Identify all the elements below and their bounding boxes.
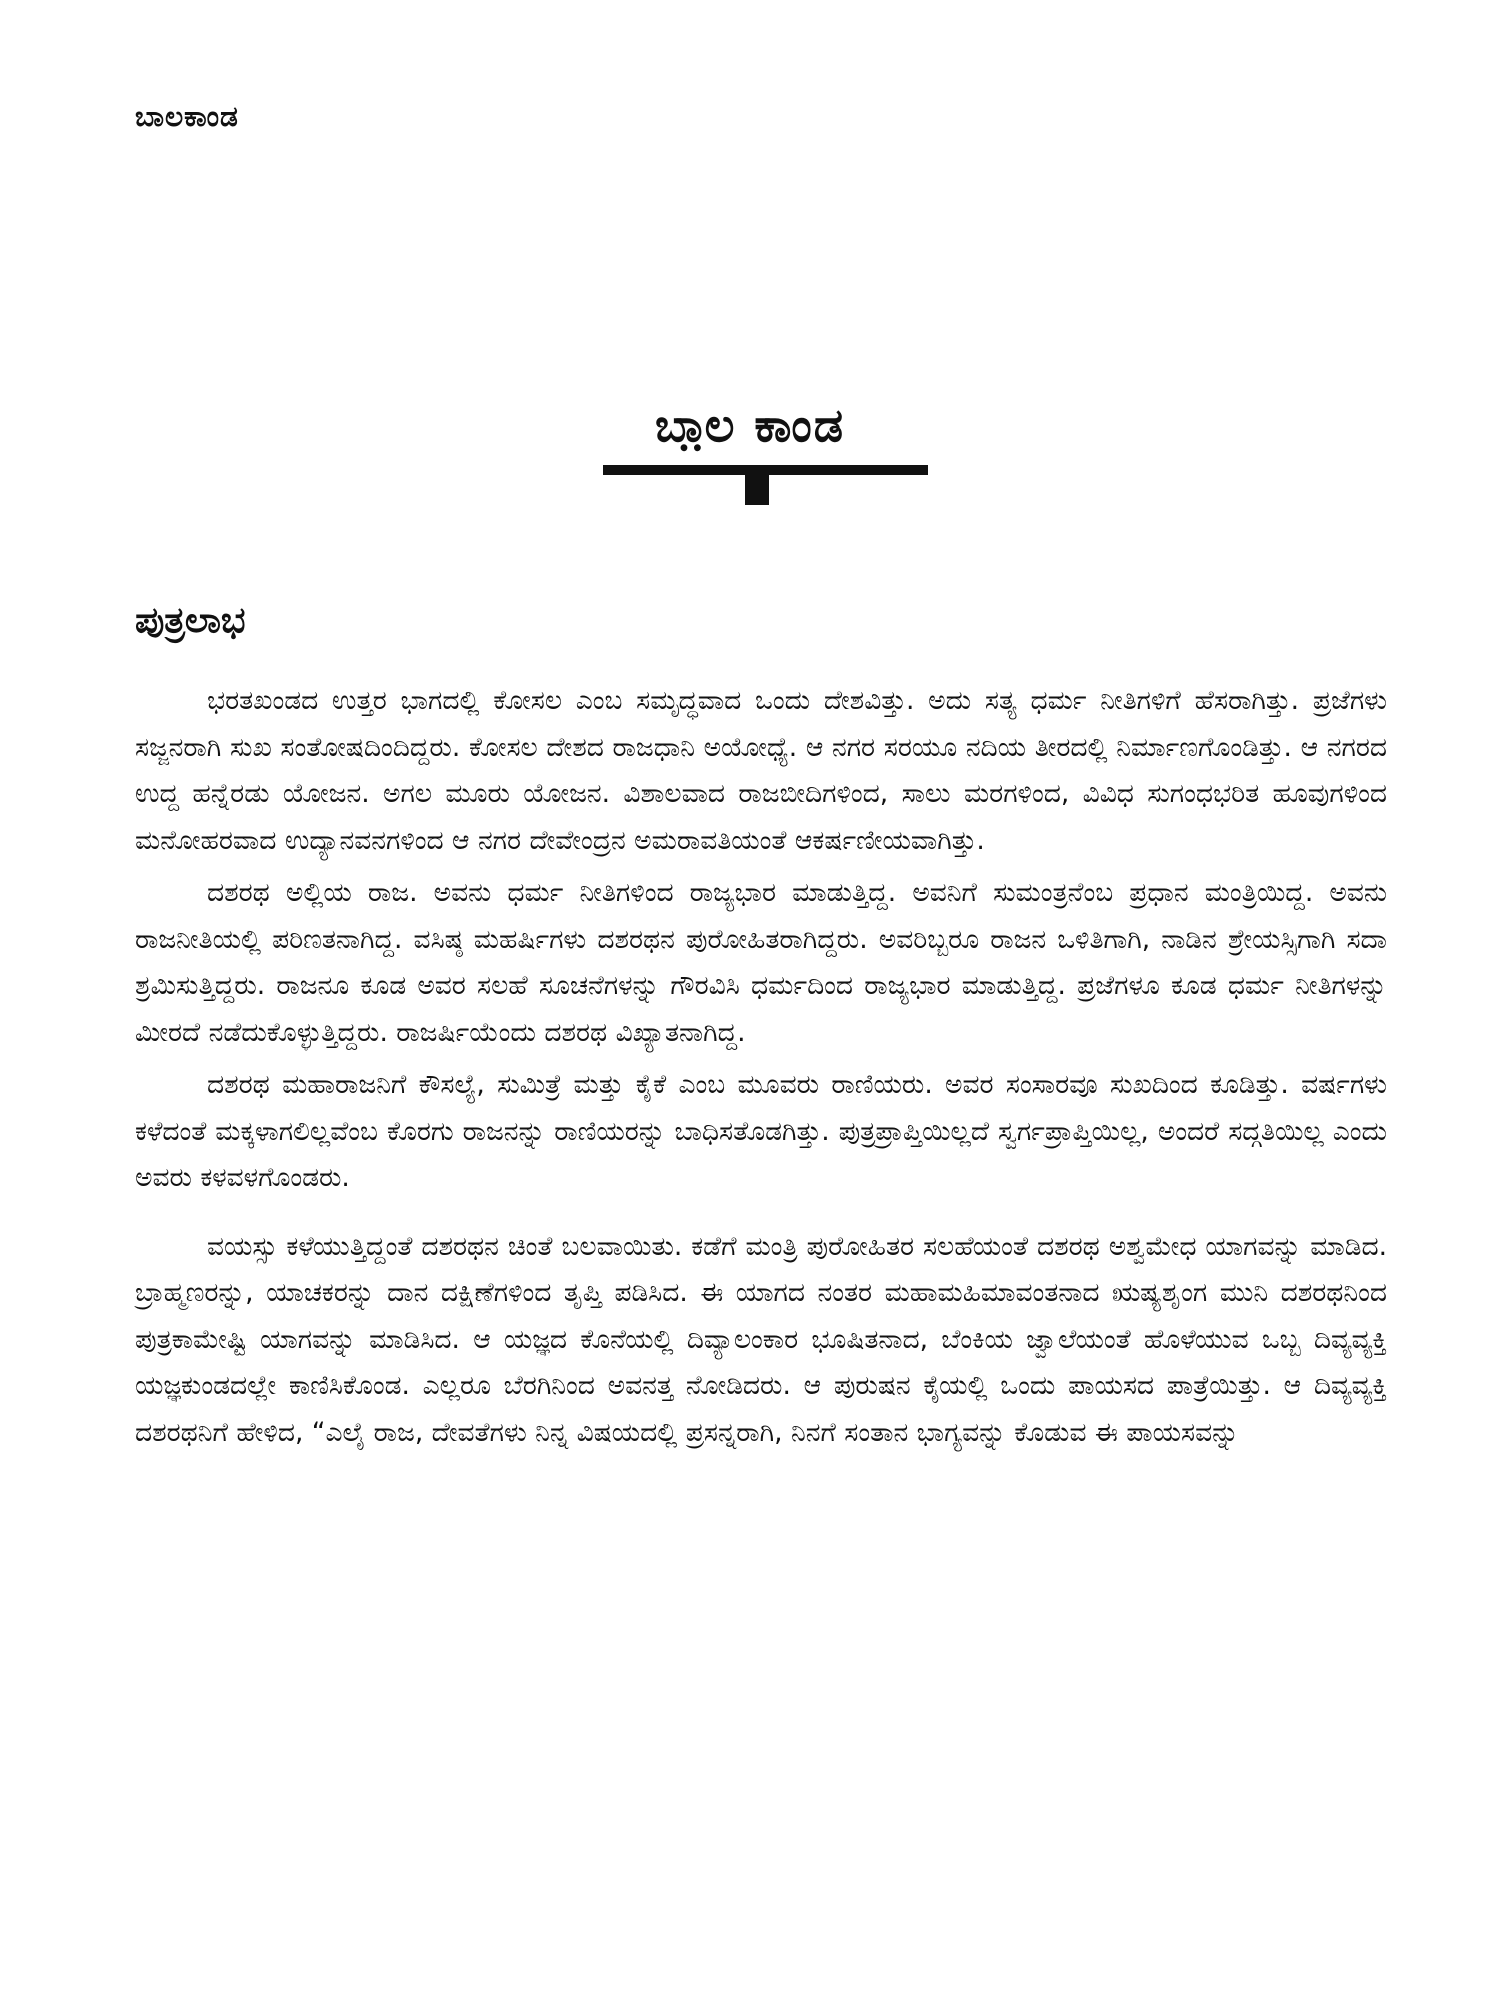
title-underline-rule xyxy=(603,465,928,475)
paragraph-2: ದಶರಥ ಅಲ್ಲಿಯ ರಾಜ. ಅವನು ಧರ್ಮ ನೀತಿಗಳಿಂದ ರಾಜ್ಯಭಾರ ಮಾಡುತ್ತಿದ್ದ. ಅವನಿಗೆ ಸುಮಂತ್ರನೆಂಬ ಪ್ರಧಾನ ಮಂತ್ರಿಯಿದ್ದ. ಅವನು ರಾಜನೀತಿಯಲ್ಲಿ ಪರಿಣತನಾಗಿದ್ದ. ವಸಿಷ್ಠ ಮಹರ್ಷಿಗಳು ದಶರಥನ ಪುರೋಹಿತರಾಗಿದ್ದರು. ಅವರಿಬ್ಬರೂ ರಾಜನ ಒಳಿತಿಗಾಗಿ, ನಾಡಿನ ಶ್ರೇಯಸ್ಸಿಗಾಗಿ ಸದಾ ಶ್ರಮಿಸುತ್ತಿದ್ದರು. ರಾಜನೂ ಕೂಡ ಅವರ ಸಲಹೆ ಸೂಚನೆಗಳನ್ನು ಗೌರವಿಸಿ ಧರ್ಮದಿಂದ ರಾಜ್ಯಭಾರ ಮಾಡುತ್ತಿದ್ದ. ಪ್ರಜೆಗಳೂ ಕೂಡ ಧರ್ಮ ನೀತಿಗಳನ್ನು ಮೀರದೆ ನಡೆದುಕೊಳ್ಳುತ್ತಿದ್ದರು. ರಾಜರ್ಷಿಯೆಂದು ದಶರಥ ವಿಖ್ಯಾತನಾಗಿದ್ದ. xyxy=(135,877,1387,1048)
paragraph-4: ವಯಸ್ಸು ಕಳೆಯುತ್ತಿದ್ದಂತೆ ದಶರಥನ ಚಿಂತೆ ಬಲವಾಯಿತು. ಕಡೆಗೆ ಮಂತ್ರಿ ಪುರೋಹಿತರ ಸಲಹೆಯಂತೆ ದಶರಥ ಅಶ್ವಮೇಧ ಯಾಗವನ್ನು ಮಾಡಿದ. ಬ್ರಾಹ್ಮಣರನ್ನು, ಯಾಚಕರನ್ನು ದಾನ ದಕ್ಷಿಣೆಗಳಿಂದ ತೃಪ್ತಿ ಪಡಿಸಿದ. ಈ ಯಾಗದ ನಂತರ ಮಹಾಮಹಿಮಾವಂತನಾದ ಋಷ್ಯಶೃಂಗ ಮುನಿ ದಶರಥನಿಂದ ಪುತ್ರಕಾಮೇಷ್ಟಿ ಯಾಗವನ್ನು ಮಾಡಿಸಿದ. ಆ ಯಜ್ಞದ ಕೊನೆಯಲ್ಲಿ ದಿವ್ಯಾಲಂಕಾರ ಭೂಷಿತನಾದ, ಬೆಂಕಿಯ ಜ್ವಾಲೆಯಂತೆ ಹೊಳೆಯುವ ಒಬ್ಬ ದಿವ್ಯವ್ಯಕ್ತಿ ಯಜ್ಞಕುಂಡದಲ್ಲೇ ಕಾಣಿಸಿಕೊಂಡ. ಎಲ್ಲರೂ ಬೆರಗಿನಿಂದ ಅವನತ್ತ ನೋಡಿದರು. ಆ ಪುರುಷನ ಕೈಯಲ್ಲಿ ಒಂದು ಪಾಯಸದ ಪಾತ್ರೆಯಿತ್ತು. ಆ ದಿವ್ಯವ್ಯಕ್ತಿ ದಶರಥನಿಗೆ ಹೇಳಿದ, “ಎಲೈ ರಾಜ, ದೇವತೆಗಳು ನಿನ್ನ ವಿಷಯದಲ್ಲಿ ಪ್ರಸನ್ನರಾಗಿ, ನಿನಗೆ ಸಂತಾನ ಭಾಗ್ಯವನ್ನು ಕೊಡುವ ಈ ಪಾಯಸವನ್ನು xyxy=(135,1230,1387,1448)
running-header: ಬಾಲಕಾಂಡ xyxy=(135,100,239,133)
body-text xyxy=(135,678,1387,1456)
paragraph-3: ದಶರಥ ಮಹಾರಾಜನಿಗೆ ಕೌಸಲ್ಯೆ, ಸುಮಿತ್ರೆ ಮತ್ತು ಕೈಕೆ ಎಂಬ ಮೂವರು ರಾಣಿಯರು. ಅವರ ಸಂಸಾರವೂ ಸುಖದಿಂದ ಕೂಡಿತ್ತು. ವರ್ಷಗಳು ಕಳೆದಂತೆ ಮಕ್ಕಳಾಗಲಿಲ್ಲವೆಂಬ ಕೊರಗು ರಾಜನನ್ನು ರಾಣಿಯರನ್ನು ಬಾಧಿಸತೊಡಗಿತ್ತು. ಪುತ್ರಪ್ರಾಪ್ತಿಯಿಲ್ಲದೆ ಸ್ವರ್ಗಪ್ರಾಪ್ತಿಯಿಲ್ಲ, ಅಂದರೆ ಸದ್ಗತಿಯಿಲ್ಲ ಎಂದು ಅವರು ಕಳವಳಗೊಂಡರು. xyxy=(135,1069,1387,1193)
chapter-title: ಬಾ಼ಲ ಕಾಂಡ xyxy=(654,398,846,452)
title-ornament-block xyxy=(745,475,769,505)
section-heading: ಪುತ್ರಲಾಭ xyxy=(135,600,246,641)
paragraph-1: ಭರತಖಂಡದ ಉತ್ತರ ಭಾಗದಲ್ಲಿ ಕೋಸಲ ಎಂಬ ಸಮೃದ್ಧವಾದ ಒಂದು ದೇಶವಿತ್ತು. ಅದು ಸತ್ಯ ಧರ್ಮ ನೀತಿಗಳಿಗೆ ಹೆಸರಾಗಿತ್ತು. ಪ್ರಜೆಗಳು ಸಜ್ಜನರಾಗಿ ಸುಖ ಸಂತೋಷದಿಂದಿದ್ದರು. ಕೋಸಲ ದೇಶದ ರಾಜಧಾನಿ ಅಯೋಧ್ಯೆ. ಆ ನಗರ ಸರಯೂ ನದಿಯ ತೀರದಲ್ಲಿ ನಿರ್ಮಾಣಗೊಂಡಿತ್ತು. ಆ ನಗರದ ಉದ್ದ ಹನ್ನೆರಡು ಯೋಜನ. ಅಗಲ ಮೂರು ಯೋಜನ. ವಿಶಾಲವಾದ ರಾಜಬೀದಿಗಳಿಂದ, ಸಾಲು ಮರಗಳಿಂದ, ವಿವಿಧ ಸುಗಂಧಭರಿತ ಹೂವುಗಳಿಂದ ಮನೋಹರವಾದ ಉದ್ಯಾನವನಗಳಿಂದ ಆ ನಗರ ದೇವೇಂದ್ರನ ಅಮರಾವತಿಯಂತೆ ಆಕರ್ಷಣೀಯವಾಗಿತ್ತು. xyxy=(135,685,1387,856)
